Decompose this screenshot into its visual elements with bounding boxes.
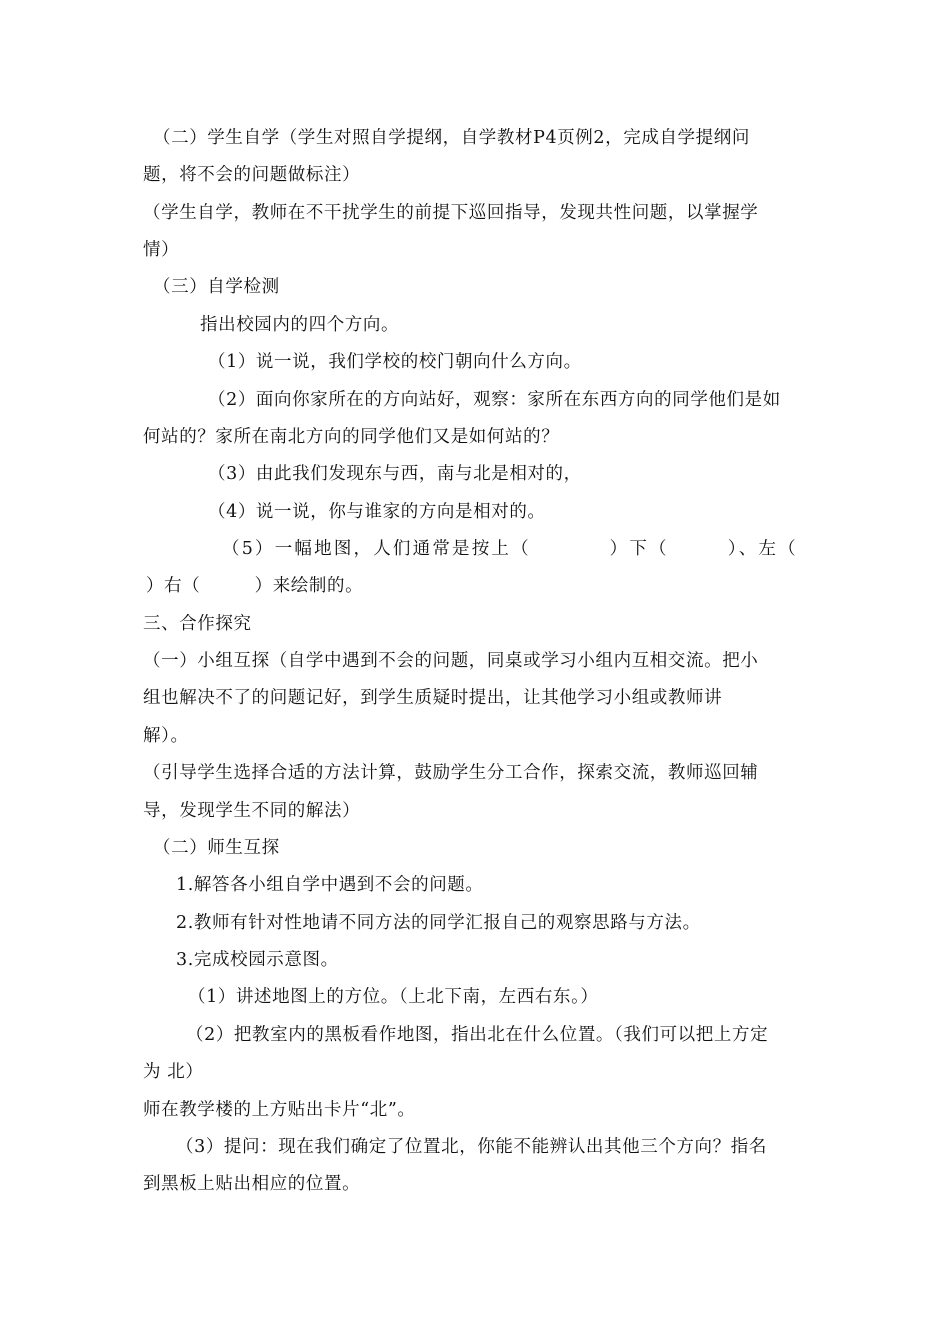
list-item: （1）讲述地图上的方位。（上北下南，左西右东。） <box>188 987 599 1007</box>
paragraph-line: 师在教学楼的上方贴出卡片“北”。 <box>143 1100 416 1120</box>
paragraph-line: （学生自学，教师在不干扰学生的前提下巡回指导，发现共性问题，以掌握学 <box>143 203 759 223</box>
list-item: （3）由此我们发现东与西，南与北是相对的， <box>208 464 582 484</box>
paragraph-line: 何站的？家所在南北方向的同学他们又是如何站的？ <box>143 427 560 447</box>
list-item: 1.解答各小组自学中遇到不会的问题。 <box>176 875 484 895</box>
paragraph-line: 导，发现学生不同的解法） <box>143 801 361 821</box>
section-heading: （二）师生互探 <box>153 838 280 858</box>
section-heading: 三、合作探究 <box>143 614 252 634</box>
list-item: 2.教师有针对性地请不同方法的同学汇报自己的观察思路与方法。 <box>176 913 701 933</box>
paragraph-line: 指出校园内的四个方向。 <box>200 315 400 335</box>
list-item: （3）提问：现在我们确定了位置北，你能不能辨认出其他三个方向？指名 <box>176 1137 767 1157</box>
list-item: （2）面向你家所在的方向站好，观察：家所在东西方向的同学他们是如 <box>208 390 781 410</box>
paragraph-line: （一）小组互探（自学中遇到不会的问题，同桌或学习小组内互相交流。把小 <box>143 651 759 671</box>
paragraph-line: 到黑板上贴出相应的位置。 <box>143 1174 361 1194</box>
paragraph-line: （引导学生选择合适的方法计算，鼓励学生分工合作，探索交流，教师巡回辅 <box>143 763 759 783</box>
list-item: （2）把教室内的黑板看作地图，指出北在什么位置。（我们可以把上方定 <box>186 1025 769 1045</box>
list-item-fill-blank: （5）一幅地图，人们通常是按上（ ）下（ ）、左（ <box>222 539 798 559</box>
list-item: （4）说一说，你与谁家的方向是相对的。 <box>208 502 546 522</box>
list-item: （1）说一说，我们学校的校门朝向什么方向。 <box>208 352 582 372</box>
paragraph-line: 解）。 <box>143 726 189 746</box>
paragraph-line: 组也解决不了的问题记好，到学生质疑时提出，让其他学习小组或教师讲 <box>143 688 723 708</box>
paragraph-line: ）右（ ）来绘制的。 <box>146 576 364 596</box>
paragraph-line: 情） <box>143 240 180 260</box>
paragraph-line: （二）学生自学（学生对照自学提纲，自学教材P4页例2，完成自学提纲问 <box>153 128 750 148</box>
section-heading: （三）自学检测 <box>153 277 280 297</box>
paragraph-line: 为 北） <box>143 1062 204 1082</box>
list-item: 3.完成校园示意图。 <box>176 950 339 970</box>
paragraph-line: 题，将不会的问题做标注） <box>143 165 361 185</box>
